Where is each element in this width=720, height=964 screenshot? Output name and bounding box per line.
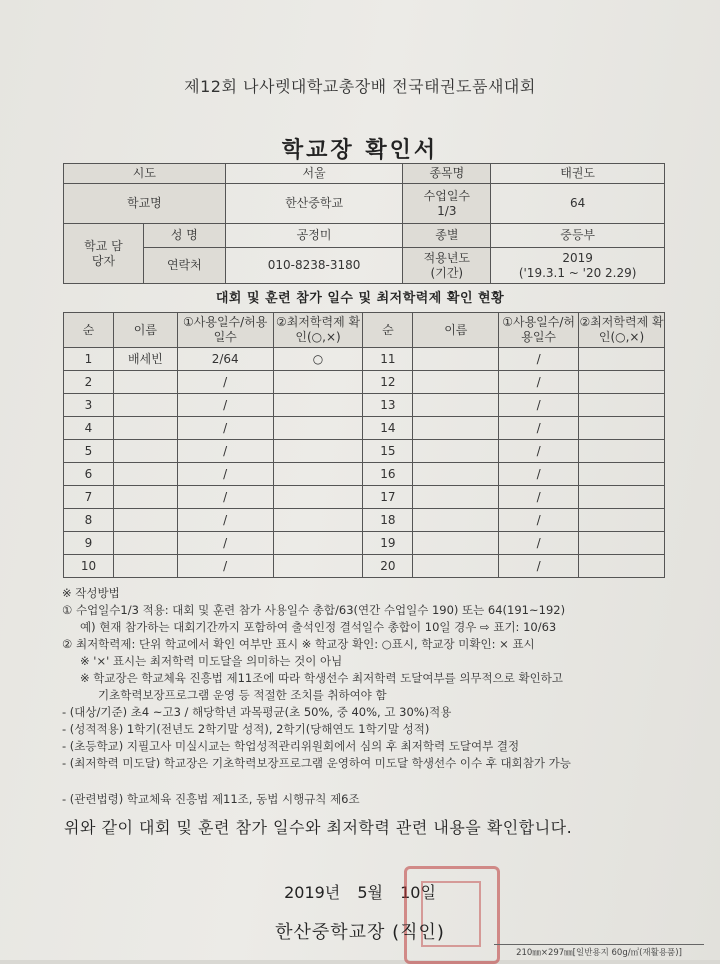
phone-value: 010-8238-3180 [225, 248, 403, 284]
paper-spec-footer: 210㎜×297㎜[일반용지 60g/㎡(재활용품)] [494, 944, 704, 961]
table-row [64, 440, 665, 463]
document-title: 학교장 확인서 [281, 138, 439, 163]
row-check [273, 463, 363, 486]
row-check [273, 532, 363, 555]
note-2: ② 최저학력제: 단위 학교에서 확인 여부만 표시 ※ 학교장 확인: ○표시, 학교장 미확인: × 표시 [62, 637, 535, 651]
year-label: 적용년도 (기간) [403, 248, 491, 284]
row-days-2: / [499, 555, 579, 578]
phone-label: 연락처 [143, 248, 225, 284]
participation-table [63, 312, 665, 578]
row-no: 10 [64, 555, 114, 578]
row-days-2: / [499, 440, 579, 463]
row-no-2: 16 [363, 463, 413, 486]
header-days-2: ①사용일수/허용일수 [499, 313, 579, 348]
table-row [64, 348, 665, 371]
row-name [113, 463, 177, 486]
row-no-2: 11 [363, 348, 413, 371]
row-check [273, 509, 363, 532]
school-label: 학교명 [64, 184, 226, 224]
row-check-2 [579, 532, 665, 555]
row-no-2: 20 [363, 555, 413, 578]
note-not-reached: - (최저학력 미도달) 학교장은 기초학력보장프로그램 운영하여 미도달 학생선수 이수 후 대회참가 가능 [62, 756, 571, 770]
row-no-2: 13 [363, 394, 413, 417]
row-name-2 [413, 440, 499, 463]
row-name-2 [413, 463, 499, 486]
header-min-academic: ②최저학력제 확인(○,×) [273, 313, 363, 348]
row-no-2: 15 [363, 440, 413, 463]
row-check-2 [579, 348, 665, 371]
row-days-2: / [499, 371, 579, 394]
row-no: 8 [64, 509, 114, 532]
year-value: 2019 [562, 250, 593, 265]
date-day: 10일 [400, 883, 436, 902]
region-value: 서울 [225, 164, 403, 184]
contact-group-label: 학교 담당자 [64, 224, 144, 284]
note-target: - (대상/기준) 초4 ~고3 / 해당학년 과목평균(초 50%, 중 40%, 고 30%)적용 [62, 705, 452, 719]
row-no: 9 [64, 532, 114, 555]
date-year: 2019년 [284, 883, 341, 902]
name-value: 공정미 [225, 224, 403, 248]
row-name [113, 486, 177, 509]
official-seal-stamp [404, 866, 500, 964]
row-check-2 [579, 555, 665, 578]
row-no: 3 [64, 394, 114, 417]
row-name: 배세빈 [113, 348, 177, 371]
note-example: 예) 현재 참가하는 대회기간까지 포함하여 출석인정 결석일수 총합이 10일 경우 ⇨ 표기: 10/63 [80, 620, 557, 634]
note-heading: ※ 작성방법 [62, 586, 120, 600]
row-check-2 [579, 417, 665, 440]
date-month: 5월 [357, 883, 383, 902]
row-no: 2 [64, 371, 114, 394]
row-days: 2/64 [177, 348, 273, 371]
note-elementary: - (초등학교) 지필고사 미실시교는 학업성적관리위원회에서 심의 후 최저학력 도달여부 결정 [62, 739, 520, 753]
row-check [273, 394, 363, 417]
row-days-2: / [499, 348, 579, 371]
row-no: 7 [64, 486, 114, 509]
category-value: 중등부 [491, 224, 665, 248]
row-days: / [177, 555, 273, 578]
row-no-2: 12 [363, 371, 413, 394]
row-name [113, 394, 177, 417]
note-1: ① 수업일수1/3 적용: 대회 및 훈련 참가 사용일수 총합/63(연간 수업일수 190) 또는 64(191~192) [62, 603, 566, 617]
issue-date [0, 880, 720, 903]
table-row [64, 555, 665, 578]
event-title: 제12회 나사렛대학교총장배 전국태권도품새대회 [184, 77, 536, 96]
row-check: ○ [273, 348, 363, 371]
table-row [64, 371, 665, 394]
row-check-2 [579, 509, 665, 532]
note-law: - (관련법령) 학교체육 진흥법 제11조, 동법 시행규칙 제6조 [62, 792, 360, 806]
row-no-2: 17 [363, 486, 413, 509]
row-name-2 [413, 509, 499, 532]
info-table [63, 163, 665, 284]
row-days: / [177, 486, 273, 509]
region-label: 시도 [64, 164, 226, 184]
row-days-2: / [499, 394, 579, 417]
row-name [113, 509, 177, 532]
header-name-2: 이름 [413, 313, 499, 348]
row-name [113, 532, 177, 555]
participation-subtitle: 대회 및 훈련 참가 일수 및 최저학력제 확인 현황 [215, 291, 505, 306]
row-no: 1 [64, 348, 114, 371]
note-mark-meaning: ※ '×' 표시는 최저학력 미도달을 의미하는 것이 아님 [80, 654, 343, 668]
row-days: / [177, 509, 273, 532]
row-name [113, 555, 177, 578]
period-value: ('19.3.1 ~ '20 2.29) [518, 265, 637, 280]
days-value: 64 [491, 184, 665, 224]
row-name-2 [413, 532, 499, 555]
row-days-2: / [499, 509, 579, 532]
row-days-2: / [499, 463, 579, 486]
note-principal-duty-cont: 기초학력보장프로그램 운영 등 적절한 조치를 취하여야 함 [98, 688, 387, 702]
row-name-2 [413, 417, 499, 440]
header-name: 이름 [113, 313, 177, 348]
row-name-2 [413, 371, 499, 394]
note-grades: - (성적적용) 1학기(전년도 2학기말 성적), 2학기(당해연도 1학기말 성적) [62, 722, 430, 736]
event-label: 종목명 [403, 164, 491, 184]
table-row [64, 486, 665, 509]
row-check-2 [579, 394, 665, 417]
row-days: / [177, 417, 273, 440]
principal-signature: 한산중학교장 (직인) [275, 922, 445, 943]
header-min-academic-2: ②최저학력제 확인(○,×) [579, 313, 665, 348]
table-row [64, 509, 665, 532]
row-name-2 [413, 486, 499, 509]
row-name-2 [413, 348, 499, 371]
school-value: 한산중학교 [225, 184, 403, 224]
row-no: 5 [64, 440, 114, 463]
row-check-2 [579, 486, 665, 509]
row-check [273, 440, 363, 463]
row-days-2: / [499, 417, 579, 440]
row-no: 4 [64, 417, 114, 440]
table-row [64, 463, 665, 486]
row-no-2: 18 [363, 509, 413, 532]
header-days: ①사용일수/허용일수 [177, 313, 273, 348]
confirmation-statement: 위와 같이 대회 및 훈련 참가 일수와 최저학력 관련 내용을 확인합니다. [64, 818, 573, 837]
row-days: / [177, 532, 273, 555]
note-principal-duty: ※ 학교장은 학교체육 진흥법 제11조에 따라 학생선수 최저학력 도달여부를 의무적으로 확인하고 [80, 671, 563, 685]
days-label: 수업일수 1/3 [403, 184, 491, 224]
name-label: 성 명 [143, 224, 225, 248]
row-days: / [177, 371, 273, 394]
category-label: 종별 [403, 224, 491, 248]
row-name [113, 371, 177, 394]
row-no: 6 [64, 463, 114, 486]
header-no: 순 [64, 313, 114, 348]
row-no-2: 14 [363, 417, 413, 440]
row-days-2: / [499, 532, 579, 555]
row-check-2 [579, 463, 665, 486]
row-check [273, 486, 363, 509]
header-no-2: 순 [363, 313, 413, 348]
table-row [64, 417, 665, 440]
row-name-2 [413, 394, 499, 417]
row-check [273, 555, 363, 578]
row-days: / [177, 463, 273, 486]
table-row [64, 532, 665, 555]
year-cell [491, 248, 665, 284]
row-check-2 [579, 440, 665, 463]
row-check [273, 371, 363, 394]
event-value: 태권도 [491, 164, 665, 184]
row-name-2 [413, 555, 499, 578]
row-check-2 [579, 371, 665, 394]
row-name [113, 440, 177, 463]
row-check [273, 417, 363, 440]
row-days: / [177, 440, 273, 463]
participation-header-row [64, 313, 665, 348]
row-no-2: 19 [363, 532, 413, 555]
row-name [113, 417, 177, 440]
row-days: / [177, 394, 273, 417]
table-row [64, 394, 665, 417]
row-days-2: / [499, 486, 579, 509]
